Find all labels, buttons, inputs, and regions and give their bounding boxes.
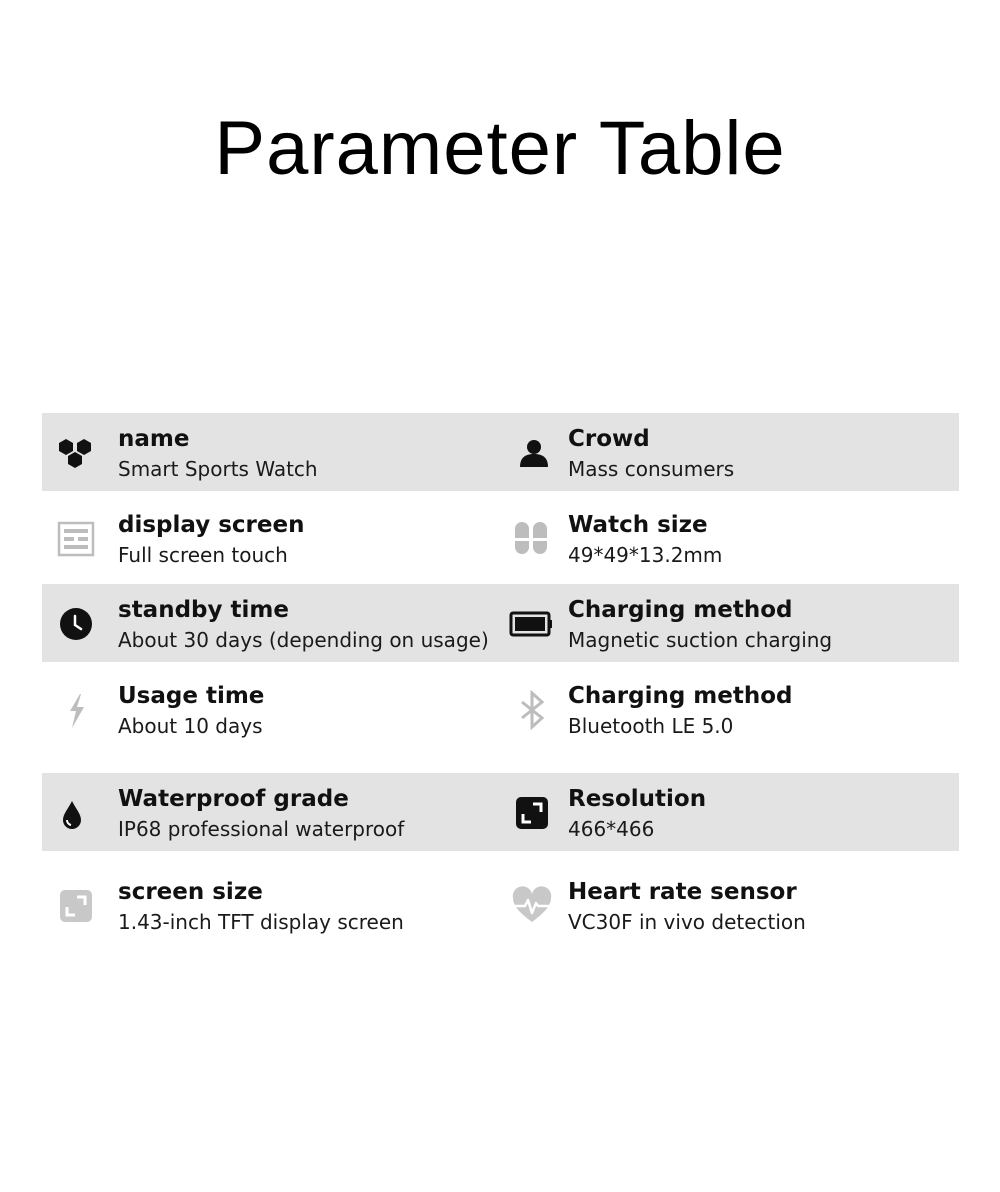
parameter-value: Mass consumers [568,457,735,481]
page-title: Parameter Table [214,106,786,191]
parameter-label: name [118,426,190,452]
parameter-cell-display-screen [42,499,502,577]
heart-rate-icon [512,886,552,926]
parameter-cell-charging-method [502,584,959,662]
four-petal-icon [512,519,552,559]
hexagon-cluster-icon [56,433,96,473]
parameter-value: About 10 days [118,714,263,738]
parameter-value: 49*49*13.2mm [568,543,723,567]
parameter-cell-name [42,413,502,491]
parameter-row [42,670,959,748]
parameter-value: Smart Sports Watch [118,457,318,481]
parameter-label: display screen [118,512,305,538]
parameter-value: IP68 professional waterproof [118,817,405,841]
parameter-value: Bluetooth LE 5.0 [568,714,734,738]
parameter-value: 466*466 [568,817,655,841]
parameter-cell-screen-size [42,866,502,944]
parameter-cell-heart-rate-sensor [502,866,959,944]
parameter-label: screen size [118,879,263,905]
parameter-cell-watch-size [502,499,959,577]
parameter-label: standby time [118,597,289,623]
parameter-label: Heart rate sensor [568,879,797,905]
parameter-value: About 30 days (depending on usage) [118,628,489,652]
parameter-label: Resolution [568,786,707,812]
parameter-value: Full screen touch [118,543,288,567]
parameter-label: Watch size [568,512,708,538]
parameter-value: 1.43-inch TFT display screen [118,910,404,934]
lightning-icon [56,690,96,730]
battery-icon [512,604,552,644]
parameter-label: Charging method [568,597,793,623]
parameter-row [42,499,959,577]
bluetooth-icon [512,690,552,730]
parameter-cell-crowd [502,413,959,491]
parameter-label: Waterproof grade [118,786,349,812]
screen-size-icon [56,886,96,926]
parameter-label: Usage time [118,683,265,709]
parameter-row [42,866,959,944]
display-screen-icon [56,519,96,559]
resolution-icon [512,793,552,833]
parameter-cell-resolution [502,773,959,851]
parameter-value: VC30F in vivo detection [568,910,806,934]
water-drop-icon [56,793,96,833]
clock-icon [56,604,96,644]
parameter-row [42,413,959,491]
parameter-cell-standby-time [42,584,502,662]
parameter-value: Magnetic suction charging [568,628,833,652]
parameter-label: Crowd [568,426,650,452]
parameter-row [42,584,959,662]
parameter-cell-waterproof-grade [42,773,502,851]
parameter-label: Charging method [568,683,793,709]
parameter-row [42,773,959,851]
parameter-cell-usage-time [42,670,502,748]
parameter-cell-bluetooth [502,670,959,748]
person-icon [512,433,552,473]
